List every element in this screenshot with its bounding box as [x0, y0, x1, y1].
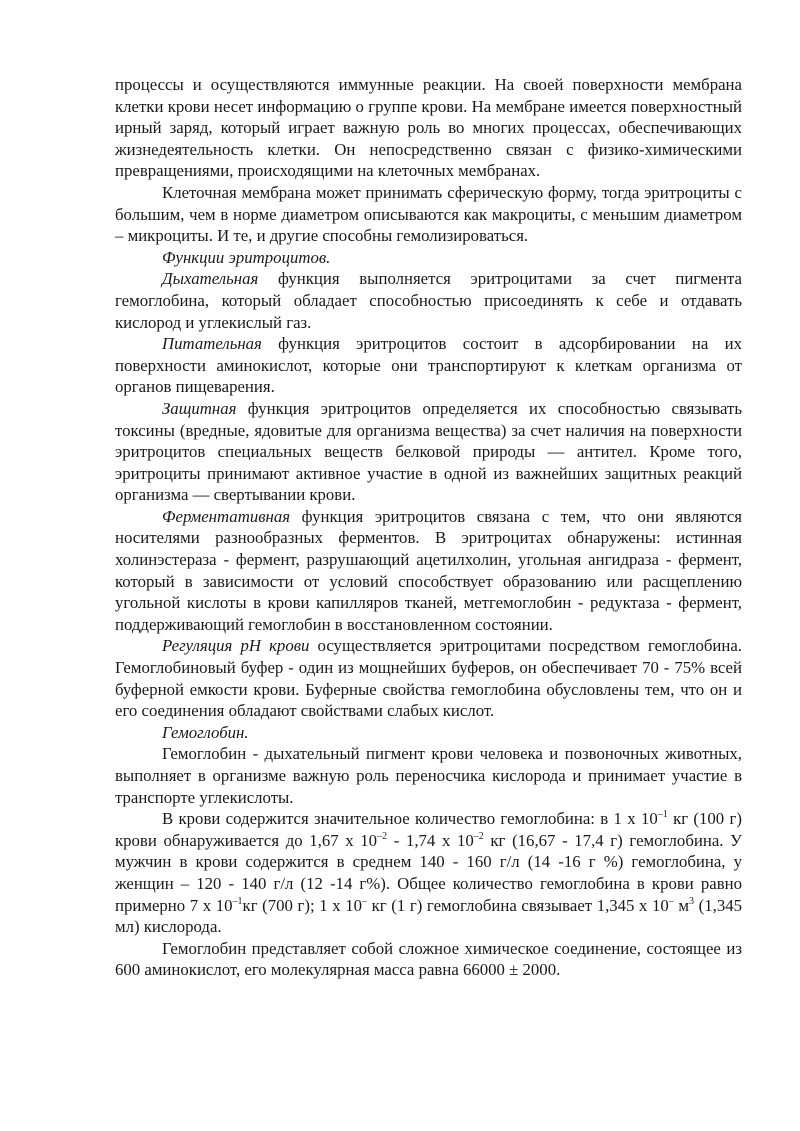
italic-term: Питательная — [162, 334, 262, 354]
text-run: кг (16,67 - 17,4 г) гемоглобина. У мужчин в крови содержится в среднем 140 - 160 г/л (14 -16 г %) гемоглобина, у женщин – 120 - 140 г/л (12 -14 г%). Общее количество гемоглобина в крови равно примерно 7 х 10 — [115, 830, 742, 915]
italic-term: Функции эритроцитов. — [162, 247, 331, 267]
paragraph — [115, 247, 742, 269]
text-run: кг (700 г); 1 х 10 — [242, 895, 363, 915]
text-run: кг (100 г) крови обнаруживается до 1,67 х 10 — [115, 809, 742, 850]
paragraph — [115, 635, 742, 721]
document-page — [115, 74, 742, 981]
paragraph — [115, 506, 742, 636]
superscript-exponent: –1 — [657, 809, 668, 821]
superscript-exponent: –1 — [232, 895, 243, 907]
superscript-exponent: – — [362, 895, 368, 907]
superscript-exponent: – — [668, 895, 674, 907]
paragraph — [115, 182, 742, 247]
text-run: Клеточная мембрана может принимать сферическую форму, тогда эритроциты с большим, чем в норме диаметром описываются как макроциты, с меньшим диаметром – микроциты. И те, и другие способны гемолизироваться. — [115, 182, 742, 246]
paragraph — [115, 74, 742, 182]
paragraph — [115, 722, 742, 744]
text-run: функция эритроцитов связана с тем, что они являются носителями разнообразных ферментов. В эритроцитах обнаружены: истинная холинэстераза - фермент, разрушающий ацетилхолин, угольная ангидраза - фермент, который в зависимости от условий способствует образованию или расщеплению угольной кислоты в крови капилляров тканей, метгемоглобин - редуктаза - фермент, поддерживающий гемоглобин в восстановленном состоянии. — [115, 506, 742, 634]
text-run: В крови содержится значительное количество гемоглобина: в 1 х 10 — [162, 809, 658, 829]
paragraph — [115, 333, 742, 398]
paragraph — [115, 743, 742, 808]
italic-term: Ферментативная — [162, 506, 291, 526]
text-run: функция эритроцитов определяется их способностью связывать токсины (вредные, ядовитые для организма вещества) за счет наличия на поверхности эритроцитов специальных веществ белковой природы — антител. Кроме того, эритроциты принимают активное участие в одной из важнейших защитных реакций организма — свертывании крови. — [115, 398, 742, 505]
italic-term: Регуляция рН крови — [162, 636, 310, 656]
text-run: процессы и осуществляются иммунные реакции. На своей поверхности мембрана клетки крови несет информацию о группе крови. На мембране имеется поверхностный ирный заряд, который играет важную роль во многих процессах, обеспечивающих жизнедеятельность клетки. Он непосредственно связан с физико-химическими превращениями, происходящими на клеточных мембранах. — [115, 75, 742, 181]
text-run: Гемоглобин представляет собой сложное химическое соединение, состоящее из 600 аминокислот, его молекулярная масса равна 66000 ± 2000. — [115, 938, 742, 980]
paragraph — [115, 938, 742, 981]
text-run: функция эритроцитов состоит в адсорбировании на их поверхности аминокислот, которые они транспортируют к клеткам организма от органов пищеварения. — [115, 334, 742, 397]
text-run: осуществляется эритроцитами посредством гемоглобина. Гемоглобиновый буфер - один из мощнейших буферов, он обеспечивает 70 - 75% всей буферной емкости крови. Буферные свойства гемоглобина обусловлены тем, что он и его соединения обладают свойствами слабых кислот. — [115, 636, 743, 721]
superscript-exponent: –2 — [377, 830, 388, 842]
italic-term: Защитная — [162, 398, 237, 418]
paragraph — [115, 808, 742, 938]
italic-term: Дыхательная — [162, 269, 259, 289]
text-run: - 1,74 х 10 — [387, 830, 474, 850]
text-run: м — [673, 895, 690, 915]
paragraph — [115, 268, 742, 333]
text-run: Гемоглобин - дыхательный пигмент крови человека и позвоночных животных, выполняет в организме важную роль переносчика кислорода и принимает участие в транспорте углекислоты. — [115, 744, 742, 807]
paragraph — [115, 398, 742, 506]
superscript-exponent: 3 — [689, 895, 695, 907]
superscript-exponent: –2 — [473, 830, 484, 842]
text-run: (1,345 мл) кислорода. — [115, 895, 742, 937]
italic-term: Гемоглобин. — [162, 722, 249, 742]
text-run: кг (1 г) гемоглобина связывает 1,345 х 10 — [367, 895, 669, 915]
text-run: функция выполняется эритроцитами за счет пигмента гемоглобина, который обладает способностью присоединять к себе и отдавать кислород и углекислый газ. — [115, 269, 742, 332]
